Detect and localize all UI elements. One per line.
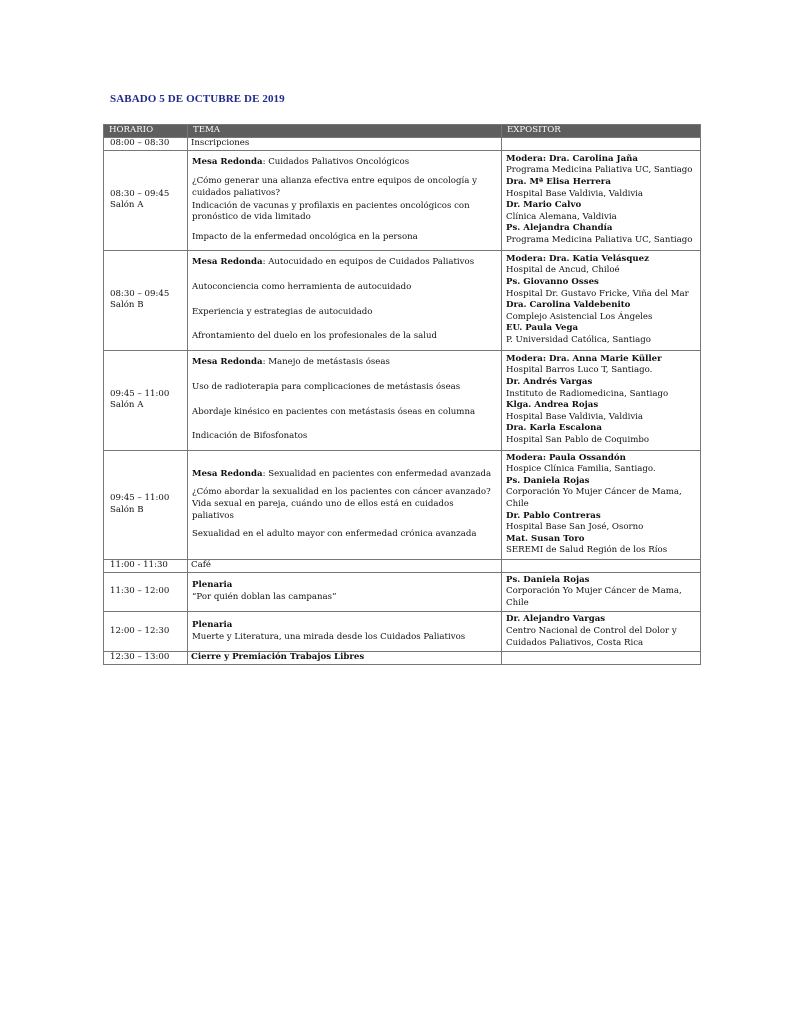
- speaker: Dra. Karla Escalona Hospital San Pablo de Coquimbo: [506, 423, 650, 445]
- speaker: Dr. Pablo Contreras Hospital Base San José, Osorno: [506, 510, 644, 533]
- time-cell: 08:00 – 08:30: [104, 138, 188, 151]
- speaker-affiliation: Corporación Yo Mujer Cáncer de Mama, Chile: [506, 586, 682, 608]
- speaker: Mat. Susan Toro SEREMI de Salud Región de los Ríos: [506, 533, 668, 556]
- topic-item: Sexualidad en el adulto mayor con enfermedad crónica avanzada: [192, 528, 477, 539]
- time-cell: [104, 250, 188, 350]
- speaker-cell: [502, 250, 701, 350]
- header-tema: TEMA: [188, 125, 502, 138]
- topic-item: Experiencia y estrategias de autocuidado: [192, 306, 373, 317]
- topic-item: Impacto de la enfermedad oncológica en la persona: [192, 231, 418, 242]
- speaker: Dra. Carolina Valdebenito Complejo Asistencial Los Ángeles: [506, 300, 653, 322]
- time-cell: [104, 350, 188, 450]
- speaker-cell: [502, 652, 701, 665]
- topic-item: Vida sexual en pareja, cuándo uno de ellos está en cuidados paliativos: [192, 499, 454, 522]
- speaker: Modera: Dra. Anna Marie Küller Hospital Barros Luco T, Santiago.: [506, 353, 662, 376]
- speaker-cell: [502, 572, 701, 612]
- speaker: Modera: Dra. Katia Velásquez Hospital de Ancud, Chiloé: [506, 253, 649, 276]
- topic-cell: [188, 350, 502, 450]
- table-row: [104, 652, 701, 665]
- topic-heading: Mesa Redonda: Cuidados Paliativos Oncológicos: [192, 156, 410, 167]
- time-cell: [104, 150, 188, 250]
- table-row: [104, 350, 701, 450]
- table-row: [104, 138, 701, 151]
- time-cell: [104, 450, 188, 559]
- speaker: EU. Paula Vega P. Universidad Católica, Santiago: [506, 323, 651, 345]
- topic-cell: [188, 250, 502, 350]
- room-label: Salón B: [110, 300, 144, 311]
- speaker-cell: [502, 138, 701, 151]
- time-range: 08:30 – 09:45: [110, 288, 170, 299]
- header-horario: HORARIO: [104, 125, 188, 138]
- table-row: [104, 250, 701, 350]
- speaker-name: Dr. Alejandro Vargas: [506, 614, 606, 625]
- speaker-cell: [502, 150, 701, 250]
- topic-item: Indicación de vacunas y profilaxis en pacientes oncológicos con pronóstico de vida limitado: [192, 200, 470, 223]
- time-cell: 11:30 – 12:00: [104, 572, 188, 612]
- speaker: Dra. Mª Elisa Herrera Hospital Base Valdivia, Valdivia: [506, 176, 644, 199]
- speaker: Ps. Alejandra Chandía Programa Medicina Paliativa UC, Santiago: [506, 223, 693, 245]
- topic-item: Muerte y Literatura, una mirada desde los Cuidados Paliativos: [192, 631, 466, 642]
- speaker: Modera: Dra. Carolina Jaña Programa Medicina Paliativa UC, Santiago: [506, 153, 693, 176]
- speaker-cell: [502, 450, 701, 559]
- speaker-cell: [502, 612, 701, 652]
- topic-cell: Cierre y Premiación Trabajos Libres: [188, 652, 502, 665]
- time-cell: 12:00 – 12:30: [104, 612, 188, 652]
- time-range: 09:45 – 11:00: [110, 388, 170, 399]
- speaker-affiliation: Centro Nacional de Control del Dolor y Cuidados Paliativos, Costa Rica: [506, 625, 677, 648]
- room-label: Salón B: [110, 504, 144, 515]
- topic-item: ¿Cómo abordar la sexualidad en los pacientes con cáncer avanzado?: [192, 486, 491, 497]
- topic-heading: Mesa Redonda: Autocuidado en equipos de Cuidados Paliativos: [192, 257, 475, 268]
- time-cell: 11:00 - 11:30: [104, 559, 188, 572]
- time-range: 09:45 – 11:00: [110, 493, 170, 504]
- topic-item: Autoconciencia como herramienta de autocuidado: [192, 282, 412, 292]
- room-label: Salón A: [110, 200, 144, 211]
- speaker: Modera: Paula Ossandón Hospice Clínica Familia, Santiago.: [506, 452, 656, 475]
- topic-item: Indicación de Bifosfonatos: [192, 431, 308, 442]
- topic-cell: [188, 450, 502, 559]
- topic-item: Afrontamiento del duelo en los profesionales de la salud: [192, 331, 438, 342]
- topic-cell: Café: [188, 559, 502, 572]
- topic-item: “Por quién doblan las campanas”: [192, 591, 337, 602]
- topic-item: ¿Cómo generar una alianza efectiva entre equipos de oncología y cuidados paliativos?: [192, 176, 477, 198]
- table-row: [104, 572, 701, 612]
- topic-cell: [188, 572, 502, 612]
- topic-item: Uso de radioterapia para complicaciones de metástasis óseas: [192, 382, 461, 392]
- topic-heading: Mesa Redonda: Sexualidad en pacientes con enfermedad avanzada: [192, 469, 492, 480]
- speaker: Dr. Andrés Vargas Instituto de Radiomedicina, Santiago: [506, 376, 669, 399]
- speaker-cell: [502, 350, 701, 450]
- speaker-cell: [502, 559, 701, 572]
- speaker: Ps. Giovanno Osses Hospital Dr. Gustavo Fricke, Viña del Mar: [506, 276, 689, 299]
- time-range: 08:30 – 09:45: [110, 188, 170, 199]
- table-row: [104, 612, 701, 652]
- topic-cell: Inscripciones: [188, 138, 502, 151]
- table-row: [104, 450, 701, 559]
- table-header-row: [104, 125, 701, 138]
- header-expositor: EXPOSITOR: [502, 125, 701, 138]
- time-cell: 12:30 – 13:00: [104, 652, 188, 665]
- speaker: Ps. Daniela Rojas Corporación Yo Mujer Cáncer de Mama, Chile: [506, 475, 682, 509]
- table-row: [104, 559, 701, 572]
- speaker: Dr. Mario Calvo Clínica Alemana, Valdivia: [506, 200, 617, 222]
- table-row: [104, 150, 701, 250]
- program-table: [103, 124, 701, 665]
- topic-heading: Plenaria: [192, 580, 233, 591]
- room-label: Salón A: [110, 400, 144, 411]
- speaker: Klga. Andrea Rojas Hospital Base Valdivia, Valdivia: [506, 400, 644, 422]
- topic-cell: [188, 150, 502, 250]
- topic-heading: Mesa Redonda: Manejo de metástasis óseas: [192, 357, 390, 368]
- page-title: SABADO 5 DE OCTUBRE DE 2019: [110, 93, 285, 105]
- topic-heading: Plenaria: [192, 620, 233, 631]
- topic-cell: [188, 612, 502, 652]
- topic-item: Abordaje kinésico en pacientes con metástasis óseas en columna: [192, 406, 476, 417]
- speaker-name: Ps. Daniela Rojas: [506, 574, 590, 585]
